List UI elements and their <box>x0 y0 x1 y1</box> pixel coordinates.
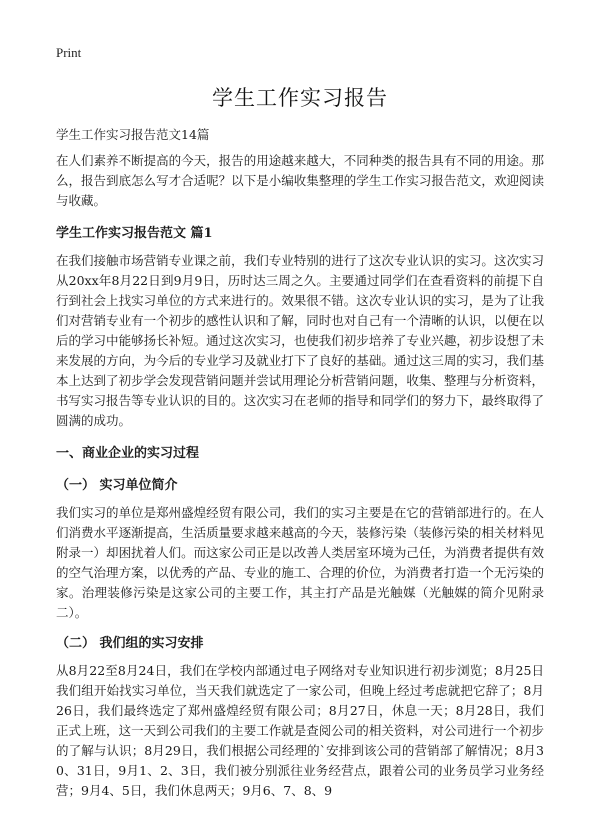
paragraph-2: 我们实习的单位是郑州盛煌经贸有限公司，我们的实习主要是在它的营销部进行的。在人们消费水平逐渐提高，生活质量要求越来越高的今天，装修污染（装修污染的相关材料见附录一）却困扰着人们。而这家公司正是以改善人类居室环境为己任，为消费者提供有效的空气治理方案，以优秀的产品、专业的施工、合理的价位，为消费者打造一个无污染的家。治理装修污染是这家公司的主要工作，其主打产品是光触媒（光触媒的简介见附录二）。 <box>56 505 544 620</box>
subsection-heading-1: （一） 实习单位简介 <box>56 478 178 493</box>
article-heading: 学生工作实习报告范文 篇1 <box>56 226 213 241</box>
subsection-heading-2: （二） 我们组的实习安排 <box>56 636 204 651</box>
paragraph-3: 从8月22至8月24日，我们在学校内部通过电子网络对专业知识进行初步浏览；8月25日我们组开始找实习单位，当天我们就选定了一家公司，但晚上经过考虑就把它辞了；8月26日，我们最终选定了郑州盛煌经贸有限公司；8月27日，休息一天；8月28日，我们正式上班，这一天到公司我们的主要工作就是查阅公司的相关资料，对公司进行一个初步的了解与认识；8月29日，我们根据公司经理的`安排到该公司的营销部了解情况；8月30、31日，9月1、2、3日，我们被分别派往业务经营点，跟着公司的业务员学习业务经营；9月4、5日，我们休息两天；9月6、7、8、9 <box>56 663 544 798</box>
print-link[interactable]: Print <box>56 45 82 60</box>
paragraph-1: 在我们接触市场营销专业课之前，我们专业特别的进行了这次专业认识的实习。这次实习从20xx年8月22日到9月9日，历时达三周之久。主要通过同学们在查看资料的前提下自行到社会上找实习单位的方式来进行的。效果很不错。这次专业认识的实习，是为了让我们对营销专业有一个初步的感性认识和了解，同时也对自己有一个清晰的认识，以便在以后的学习中能够扬长补短。通过这次实习，也使我们初步培养了专业兴趣，初步设想了未来发展的方向，为今后的专业学习及就业打下了良好的基础。通过这三周的实习，我们基本上达到了初步学会发现营销问题并尝试用理论分析营销问题，收集、整理与分析资料，书写实习报告等专业认识的目的。这次实习在老师的指导和同学们的努力下，最终取得了圆满的成功。 <box>56 253 544 428</box>
document-subtitle: 学生工作实习报告范文14篇 <box>56 127 210 142</box>
page-title: 学生工作实习报告 <box>212 86 388 110</box>
section-heading-1: 一、商业企业的实习过程 <box>56 446 200 461</box>
intro-paragraph: 在人们素养不断提高的今天，报告的用途越来越大，不同种类的报告具有不同的用途。那么，报告到底怎么写才合适呢？以下是小编收集整理的学生工作实习报告范文，欢迎阅读与收藏。 <box>56 153 544 208</box>
